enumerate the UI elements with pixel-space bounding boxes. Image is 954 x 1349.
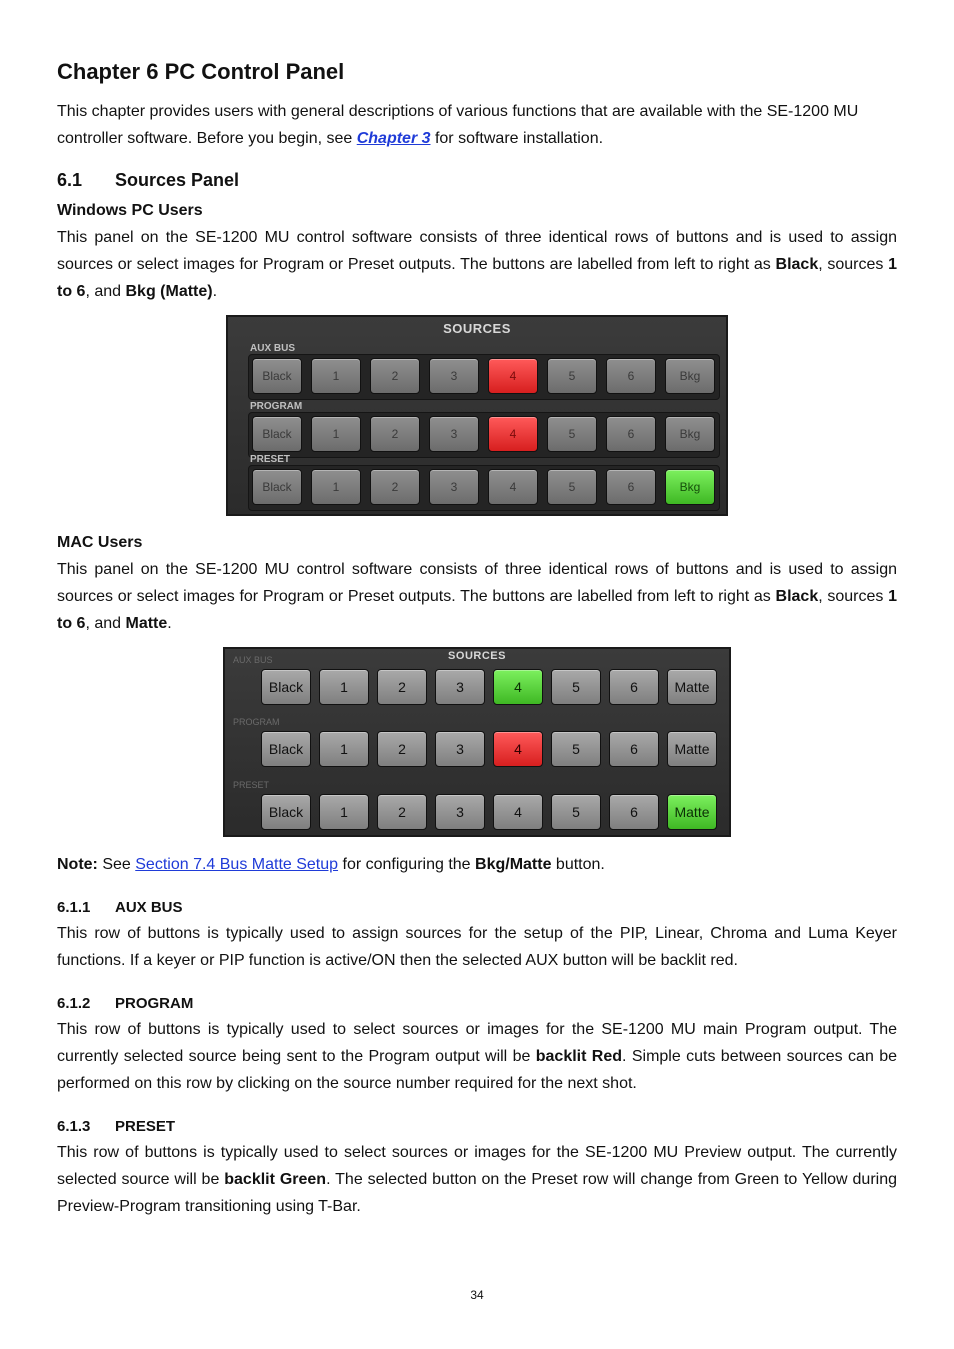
program-button-matte[interactable]: Matte	[667, 731, 717, 767]
aux-bus-button-black[interactable]: Black	[261, 669, 311, 705]
bold-black: Black	[775, 256, 819, 273]
preset-button-6[interactable]: 6	[606, 469, 656, 505]
row-label: AUX BUS	[233, 655, 273, 665]
note-text-2: for configuring the	[338, 856, 476, 873]
panel-title: SOURCES	[448, 650, 506, 662]
intro-text-end: for software installation.	[430, 130, 604, 147]
program-button-4[interactable]: 4	[488, 416, 538, 452]
preset-text: This row of buttons is typically used to select sources or images for the SE-1200 MU Preview output. The currently selected source will be	[57, 1144, 897, 1188]
aux-bus-button-2[interactable]: 2	[370, 358, 420, 394]
program-button-1[interactable]: 1	[311, 416, 361, 452]
program-button-black[interactable]: Black	[252, 416, 302, 452]
program-text-2: . Simple cuts between sources can be performed on this row by clicking on the source number required for the next shot.	[57, 1048, 897, 1092]
program-button-6[interactable]: 6	[609, 731, 659, 767]
preset-button-matte[interactable]: Matte	[667, 794, 717, 830]
windows-text-4: .	[212, 283, 218, 300]
aux-bus-button-1[interactable]: 1	[319, 669, 369, 705]
aux-bus-button-3[interactable]: 3	[429, 358, 479, 394]
preset-button-black[interactable]: Black	[252, 469, 302, 505]
aux-bus-button-black[interactable]: Black	[252, 358, 302, 394]
program-button-3[interactable]: 3	[435, 731, 485, 767]
preset-button-1[interactable]: 1	[319, 794, 369, 830]
note-bold: Bkg/Matte	[475, 856, 552, 873]
note-text: See	[97, 856, 136, 873]
windows-text-3: , and	[85, 283, 126, 300]
aux-bus-button-5[interactable]: 5	[551, 669, 601, 705]
windows-paragraph	[57, 224, 897, 305]
program-text: This row of buttons is typically used to select sources or images for the SE-1200 MU main Program output. The currently selected source being sent to the Program output will be	[57, 1021, 897, 1065]
bold-matte: Matte	[125, 615, 168, 632]
mac-text-4: .	[167, 615, 172, 632]
aux-bus-button-matte[interactable]: Matte	[667, 669, 717, 705]
row-label: PRESET	[233, 780, 270, 790]
preset-paragraph	[57, 1139, 897, 1220]
program-button-5[interactable]: 5	[551, 731, 601, 767]
program-button-4[interactable]: 4	[493, 731, 543, 767]
windows-text: This panel on the SE-1200 MU control software consists of three identical rows of buttons and is used to assign sources or select images for Program or Preset outputs. The buttons are labelled from left to right as	[57, 229, 897, 273]
aux-bus-button-bkg[interactable]: Bkg	[665, 358, 715, 394]
panel-title: SOURCES	[443, 321, 511, 336]
preset-button-5[interactable]: 5	[551, 794, 601, 830]
chapter-3-link[interactable]: Chapter 3	[356, 130, 431, 147]
bold-sources: 1 to 6	[57, 256, 898, 300]
program-button-3[interactable]: 3	[429, 416, 479, 452]
preset-button-5[interactable]: 5	[547, 469, 597, 505]
program-button-2[interactable]: 2	[370, 416, 420, 452]
mac-text-3: , and	[85, 615, 126, 632]
pc-sources-panel	[226, 315, 728, 516]
section-number: 6.1.3	[57, 1118, 91, 1135]
aux-bus-button-5[interactable]: 5	[547, 358, 597, 394]
preset-button-bkg[interactable]: Bkg	[665, 469, 715, 505]
section-number: 6.1.1	[57, 899, 91, 916]
row-label: PROGRAM	[250, 401, 303, 412]
intro-text: This chapter provides users with general descriptions of various functions that are available with the SE-1200 MU controller software. Before you begin, see	[57, 103, 859, 147]
section-6-1-2-heading	[57, 992, 897, 1016]
bold-sources: 1 to 6	[57, 588, 898, 632]
preset-button-2[interactable]: 2	[377, 794, 427, 830]
preset-text-2: . The selected button on the Preset row will change from Green to Yellow during Preview-Program transitioning using T-Bar.	[57, 1171, 897, 1215]
program-button-2[interactable]: 2	[377, 731, 427, 767]
preset-button-2[interactable]: 2	[370, 469, 420, 505]
section-6-1-1-heading	[57, 896, 897, 920]
mac-sources-panel	[223, 647, 731, 837]
preset-button-4[interactable]: 4	[493, 794, 543, 830]
aux-bus-button-3[interactable]: 3	[435, 669, 485, 705]
section-7-4-link[interactable]: Section 7.4 Bus Matte Setup	[135, 856, 339, 873]
program-button-5[interactable]: 5	[547, 416, 597, 452]
aux-bus-button-2[interactable]: 2	[377, 669, 427, 705]
aux-bus-button-6[interactable]: 6	[609, 669, 659, 705]
aux-paragraph: This row of buttons is typically used to assign sources for the setup of the PIP, Linear, Chroma and Luma Keyer functions. If a keyer or PIP function is active/ON then the selected AUX button will be backlit red.	[57, 925, 897, 969]
bold-black: Black	[775, 588, 819, 605]
page-content	[57, 56, 897, 1220]
section-title: AUX BUS	[115, 899, 183, 916]
mac-heading: MAC Users	[57, 534, 143, 551]
section-title: PROGRAM	[115, 995, 194, 1012]
section-number: 6.1	[57, 170, 83, 190]
aux-bus-button-6[interactable]: 6	[606, 358, 656, 394]
preset-bold: backlit Green	[224, 1171, 327, 1188]
row-label: PROGRAM	[233, 717, 280, 727]
mac-text-2: , sources	[818, 588, 889, 605]
section-6-1-3-heading	[57, 1115, 897, 1139]
program-paragraph	[57, 1016, 897, 1097]
row-label: PRESET	[250, 454, 291, 465]
program-button-6[interactable]: 6	[606, 416, 656, 452]
section-title: PRESET	[115, 1118, 176, 1135]
preset-button-3[interactable]: 3	[429, 469, 479, 505]
bold-bkg: Bkg (Matte)	[125, 283, 213, 300]
preset-button-6[interactable]: 6	[609, 794, 659, 830]
aux-bus-button-1[interactable]: 1	[311, 358, 361, 394]
windows-heading: Windows PC Users	[57, 202, 203, 219]
program-button-1[interactable]: 1	[319, 731, 369, 767]
preset-button-4[interactable]: 4	[488, 469, 538, 505]
chapter-title: Chapter 6 PC Control Panel	[57, 59, 345, 84]
note-label: Note:	[57, 856, 98, 873]
row-label: AUX BUS	[250, 343, 296, 354]
windows-text-2: , sources	[818, 256, 889, 273]
preset-button-3[interactable]: 3	[435, 794, 485, 830]
mac-paragraph	[57, 556, 897, 637]
program-button-black[interactable]: Black	[261, 731, 311, 767]
section-6-1-heading	[57, 168, 897, 192]
section-number: 6.1.2	[57, 995, 91, 1012]
mac-text: This panel on the SE-1200 MU control software consists of three identical rows of buttons and is used to assign sources or select images for Program or Preset outputs. The buttons are labelled from left to right as	[57, 561, 897, 605]
aux-bus-button-4[interactable]: 4	[488, 358, 538, 394]
section-title: Sources Panel	[115, 170, 240, 190]
program-button-bkg[interactable]: Bkg	[665, 416, 715, 452]
page-number: 34	[470, 1288, 484, 1302]
intro-paragraph	[57, 98, 897, 152]
aux-bus-button-4[interactable]: 4	[493, 669, 543, 705]
note-paragraph	[57, 851, 897, 878]
preset-button-black[interactable]: Black	[261, 794, 311, 830]
program-bold: backlit Red	[535, 1048, 623, 1065]
note-text-3: button.	[551, 856, 605, 873]
preset-button-1[interactable]: 1	[311, 469, 361, 505]
